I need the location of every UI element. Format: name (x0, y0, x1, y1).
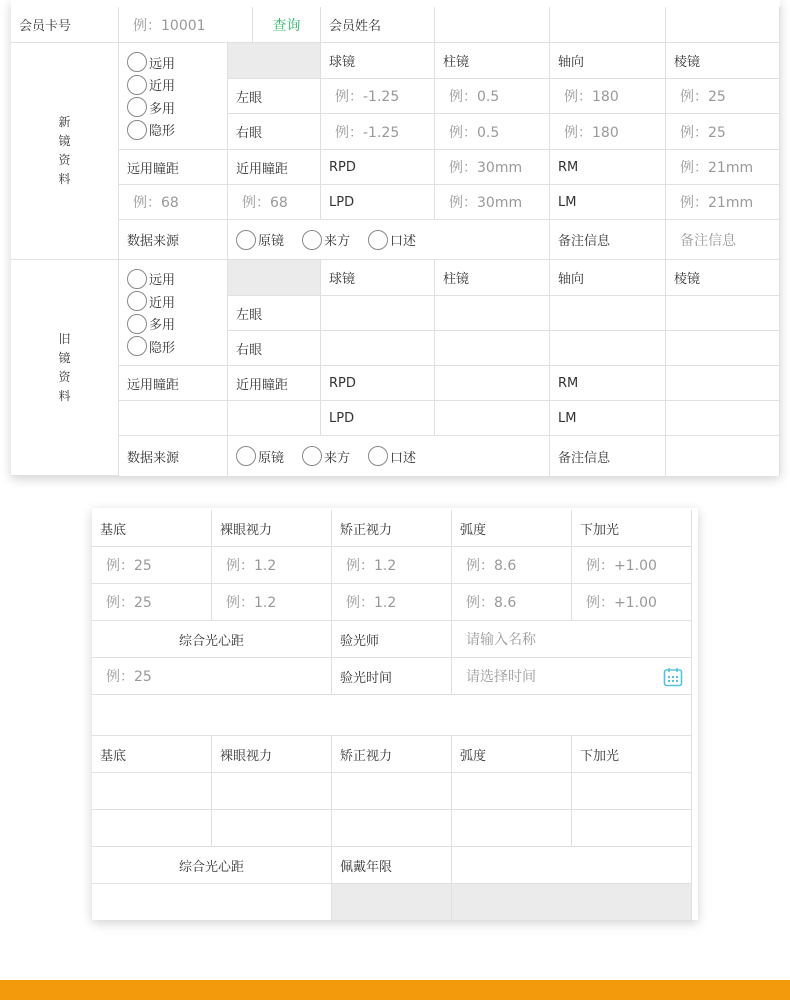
old-base-input-2[interactable] (92, 810, 212, 847)
optical-center-label: 综合光心距 (92, 621, 332, 658)
usage-radio-near[interactable]: 近用 (127, 74, 175, 97)
member-name-label: 会员姓名 (321, 7, 435, 43)
title-char: 料 (58, 172, 71, 186)
header-add: 下加光 (572, 510, 692, 547)
corrected-vision-input-2[interactable]: 例：1.2 (332, 584, 452, 621)
header-curvature: 弧度 (452, 510, 572, 547)
usage-radio-multi[interactable]: 多用 (127, 96, 175, 119)
curvature-input-1[interactable]: 例：8.6 (452, 547, 572, 584)
radio-circle-icon[interactable] (236, 230, 256, 250)
rm-label: RM (550, 150, 666, 185)
header-corrected-vision: 矫正视力 (332, 510, 452, 547)
title-char: 资 (58, 369, 71, 384)
old-left-sphere-input[interactable] (321, 296, 435, 331)
optometrist-input[interactable]: 请输入名称 (452, 621, 692, 658)
title-char: 新 (58, 115, 71, 129)
old-source-radio-prescription[interactable]: 来方 (302, 446, 350, 466)
member-card-label: 会员卡号 (11, 7, 119, 43)
far-pd-label: 远用瞳距 (119, 150, 228, 185)
radio-circle-icon[interactable] (127, 75, 147, 95)
old-base-input-1[interactable] (92, 773, 212, 810)
old-lm-label: LM (550, 401, 666, 436)
old-right-cylinder-input[interactable] (435, 331, 550, 366)
lpd-label: LPD (321, 185, 435, 220)
source-radio-verbal[interactable]: 口述 (368, 230, 416, 250)
source-radio-prescription[interactable]: 来方 (302, 230, 350, 250)
radio-circle-icon[interactable] (236, 446, 256, 466)
old-far-pd-input[interactable] (119, 401, 228, 436)
naked-vision-input-2[interactable]: 例：1.2 (212, 584, 332, 621)
header-blank (228, 43, 321, 79)
query-button[interactable]: 查询 (253, 7, 321, 43)
remarks-input[interactable]: 备注信息 (666, 220, 780, 260)
left-eye-label: 左眼 (228, 79, 321, 114)
old-usage-radio-far[interactable]: 远用 (127, 268, 175, 291)
exam-time-label: 验光时间 (332, 658, 452, 695)
vision-info-panel (92, 508, 698, 920)
old-header-sphere: 球镜 (321, 260, 435, 296)
base-input-1[interactable]: 例：25 (92, 547, 212, 584)
old-lens-title (11, 260, 119, 476)
old-rpd-input[interactable] (435, 366, 550, 401)
old-curvature-input-1[interactable] (452, 773, 572, 810)
exam-time-input[interactable] (452, 658, 692, 695)
old-right-sphere-input[interactable] (321, 331, 435, 366)
old-near-pd-label: 近用瞳距 (228, 366, 321, 401)
old-data-source-radio-group (228, 436, 550, 476)
radio-circle-icon[interactable] (368, 230, 388, 250)
lens-info-panel (11, 0, 780, 476)
source-radio-original[interactable]: 原镜 (236, 230, 284, 250)
old-lpd-label: LPD (321, 401, 435, 436)
header-naked-vision: 裸眼视力 (212, 510, 332, 547)
empty-cell (666, 7, 780, 43)
data-source-label: 数据来源 (119, 220, 228, 260)
header-sphere: 球镜 (321, 43, 435, 79)
rpd-label: RPD (321, 150, 435, 185)
old-left-cylinder-input[interactable] (435, 296, 550, 331)
old-left-axis-input[interactable] (550, 296, 666, 331)
old-near-pd-input[interactable] (228, 401, 321, 436)
title-char: 旧 (58, 331, 71, 346)
old-remarks-label: 备注信息 (550, 436, 666, 476)
old-optical-center-input[interactable] (92, 884, 332, 920)
radio-circle-icon[interactable] (127, 291, 147, 311)
usage-radio-contact[interactable]: 隐形 (127, 119, 175, 142)
optical-center-input[interactable]: 例：25 (92, 658, 332, 695)
old-header-add: 下加光 (572, 736, 692, 773)
old-corrected-vision-input-2[interactable] (332, 810, 452, 847)
radio-circle-icon[interactable] (127, 314, 147, 334)
base-input-2[interactable]: 例：25 (92, 584, 212, 621)
old-naked-vision-input-1[interactable] (212, 773, 332, 810)
old-add-input-1[interactable] (572, 773, 692, 810)
radio-circle-icon[interactable] (127, 336, 147, 356)
radio-circle-icon[interactable] (127, 52, 147, 72)
old-left-prism-input[interactable] (666, 296, 780, 331)
header-axis: 轴向 (550, 43, 666, 79)
old-rm-label: RM (550, 366, 666, 401)
header-blank (228, 260, 321, 296)
old-naked-vision-input-2[interactable] (212, 810, 332, 847)
add-input-2[interactable]: 例：+1.00 (572, 584, 692, 621)
corrected-vision-input-1[interactable]: 例：1.2 (332, 547, 452, 584)
old-header-cylinder: 柱镜 (435, 260, 550, 296)
radio-circle-icon[interactable] (302, 230, 322, 250)
near-pd-input[interactable]: 例：68 (228, 185, 321, 220)
old-rm-input[interactable] (666, 366, 780, 401)
old-header-axis: 轴向 (550, 260, 666, 296)
data-source-radio-group (228, 220, 550, 260)
right-axis-input[interactable]: 例：180 (550, 114, 666, 150)
old-rpd-label: RPD (321, 366, 435, 401)
lpd-input[interactable]: 例：30mm (435, 185, 550, 220)
title-char: 镜 (58, 134, 71, 148)
curvature-input-2[interactable]: 例：8.6 (452, 584, 572, 621)
old-usage-radio-multi[interactable]: 多用 (127, 313, 175, 336)
old-header-corrected-vision: 矫正视力 (332, 736, 452, 773)
spacer-row (92, 695, 692, 736)
near-pd-label: 近用瞳距 (228, 150, 321, 185)
title-char: 资 (58, 153, 71, 167)
old-usage-radio-near[interactable]: 近用 (127, 290, 175, 313)
old-lpd-input[interactable] (435, 401, 550, 436)
old-header-naked-vision: 裸眼视力 (212, 736, 332, 773)
left-cylinder-input[interactable]: 例：0.5 (435, 79, 550, 114)
left-prism-input[interactable]: 例：25 (666, 79, 780, 114)
left-sphere-input[interactable]: 例：-1.25 (321, 79, 435, 114)
right-prism-input[interactable]: 例：25 (666, 114, 780, 150)
old-optical-center-label: 综合光心距 (92, 847, 332, 884)
old-right-axis-input[interactable] (550, 331, 666, 366)
old-usage-radio-contact[interactable]: 隐形 (127, 335, 175, 358)
lm-label: LM (550, 185, 666, 220)
old-remarks-input[interactable] (666, 436, 780, 476)
old-usage-radio-group (119, 260, 228, 366)
old-right-prism-input[interactable] (666, 331, 780, 366)
left-axis-input[interactable]: 例：180 (550, 79, 666, 114)
old-lm-input[interactable] (666, 401, 780, 436)
disabled-cell (452, 884, 692, 920)
usage-radio-group (119, 43, 228, 150)
optometrist-label: 验光师 (332, 621, 452, 658)
radio-circle-icon[interactable] (127, 269, 147, 289)
old-left-eye-label: 左眼 (228, 296, 321, 331)
old-curvature-input-2[interactable] (452, 810, 572, 847)
empty-cell (550, 7, 666, 43)
member-card-input[interactable]: 例：10001 (119, 7, 253, 43)
wear-years-input[interactable] (452, 847, 692, 884)
header-prism: 棱镜 (666, 43, 780, 79)
radio-circle-icon[interactable] (127, 97, 147, 117)
rm-input[interactable]: 例：21mm (666, 150, 780, 185)
radio-circle-icon[interactable] (302, 446, 322, 466)
old-header-curvature: 弧度 (452, 736, 572, 773)
naked-vision-input-1[interactable]: 例：1.2 (212, 547, 332, 584)
radio-circle-icon[interactable] (368, 446, 388, 466)
old-header-prism: 棱镜 (666, 260, 780, 296)
old-header-base: 基底 (92, 736, 212, 773)
wear-years-label: 佩戴年限 (332, 847, 452, 884)
far-pd-input[interactable]: 例：68 (119, 185, 228, 220)
right-sphere-input[interactable]: 例：-1.25 (321, 114, 435, 150)
calendar-icon[interactable] (663, 667, 683, 687)
old-source-radio-verbal[interactable]: 口述 (368, 446, 416, 466)
member-name-value[interactable] (435, 7, 550, 43)
footer-bar (0, 980, 790, 1000)
disabled-cell (332, 884, 452, 920)
lm-input[interactable]: 例：21mm (666, 185, 780, 220)
old-source-radio-original[interactable]: 原镜 (236, 446, 284, 466)
title-char: 镜 (58, 350, 71, 365)
old-corrected-vision-input-1[interactable] (332, 773, 452, 810)
radio-circle-icon[interactable] (127, 120, 147, 140)
remarks-label: 备注信息 (550, 220, 666, 260)
new-lens-title (11, 43, 119, 260)
right-eye-label: 右眼 (228, 114, 321, 150)
exam-time-placeholder: 请选择时间 (466, 669, 536, 685)
header-cylinder: 柱镜 (435, 43, 550, 79)
right-cylinder-input[interactable]: 例：0.5 (435, 114, 550, 150)
old-data-source-label: 数据来源 (119, 436, 228, 476)
header-base: 基底 (92, 510, 212, 547)
add-input-1[interactable]: 例：+1.00 (572, 547, 692, 584)
rpd-input[interactable]: 例：30mm (435, 150, 550, 185)
old-add-input-2[interactable] (572, 810, 692, 847)
title-char: 料 (58, 388, 71, 403)
old-far-pd-label: 远用瞳距 (119, 366, 228, 401)
usage-radio-far[interactable]: 远用 (127, 51, 175, 74)
old-right-eye-label: 右眼 (228, 331, 321, 366)
